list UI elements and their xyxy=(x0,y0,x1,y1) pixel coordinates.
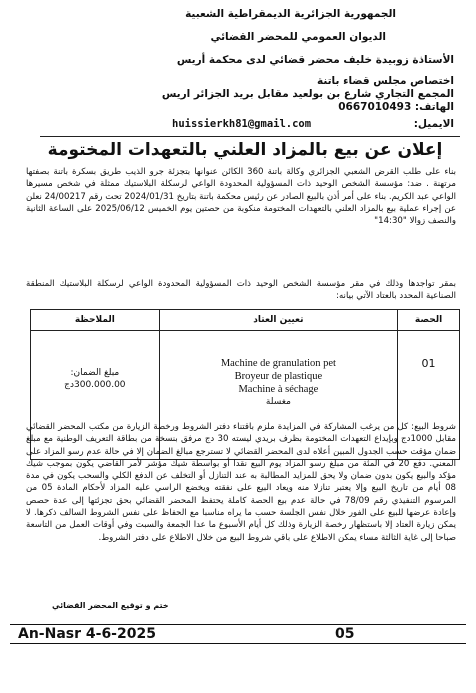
header-jurisdiction: اختصاص مجلس قضاء باتنة xyxy=(316,75,454,87)
header-republic: الجمهورية الجزائرية الديمقراطية الشعبية xyxy=(185,8,396,20)
header-bailiff: الأستاذة زوبيدة خليف محضر قضائي لدى محكمة أريس xyxy=(176,54,454,66)
lot-number-cell: 01 xyxy=(398,331,460,460)
notice-title: إعلان عن بيع بالمزاد العلني بالتعهدات المختومة xyxy=(47,140,443,160)
page-number: 05 xyxy=(335,626,355,642)
header-email-label: الايميل: xyxy=(413,118,454,130)
header-office: الديوان العمومي للمحضر القضائي xyxy=(210,31,386,43)
col-header-lot: الحصة xyxy=(398,310,460,331)
item-washer: مغسلة xyxy=(265,397,291,407)
item-granulation-machine: Machine de granulation pet xyxy=(220,358,336,369)
item-drying-machine: Machine à séchage xyxy=(238,384,319,395)
publication-name-date: An-Nasr 4-6-2025 xyxy=(18,626,156,642)
signature-line: ختم و توقيع المحضر القضائي xyxy=(52,601,169,610)
intro-paragraph: بناء على طلب القرض الشعبي الجزائري وكالة باتنة 360 الكائن عنوانها بتجزئة جرو الذيب طريق بسكرة باتنة بصفتها مرتهنة . ضد: مؤسسة الشخص الوحيد ذات المسؤولية المحدودة الواعي لرسكلة البلاستيك ممثلة في شخص مسيرها الواعي عبد الكريم. بناء على أمر أذن بالبيع الصادر عن رئيس محكمة باتنة بتاريخ 2024/01/31 تحت رقم 24/00217 نعلن عن إجراء عملية بيع بالمزاد العلني بالتعهدات المختومة منكوبة من حصتين يوم الخميس 2025/06/12 على الساعة الثانية والنصف زوالا "14:30" xyxy=(26,167,456,227)
sale-conditions: شروط البيع: كل من يرغب المشاركة في المزايدة ملزم باقتناء دفتر الشروط ورخصة الزيارة من مكتب المحضر القضائي مقابل 1000دج وبإيداع التعهدات المختومة بظرف بريدي ليسته 30 دج مرفق بنسخة من بطاقة التعريف الوطنية مع مبلغ ضمان مؤقت حسب الجدول المبين أعلاه لدى المحضر القضائي لا تسترجع مبالغ الضمان إلا في حالة عدم رسو المزاد على المعني. دفع 20 في المئة من مبلغ رسو المزاد يوم البيع نقدا أو بواسطة شيك مؤشر لأمر القاضي يكون بموجب شيك مؤكد والبيع يكون بدون ضمان ولا يحق للمزايد المطالبة به عند التنازل أو التخلف عن الدفع الكلي والسحب يكون في مدة 08 أيام من تاريخ البيع وإلا يعتبر تنازلا منه ويعاد البيع على نفقته ويخضع الراسي عليه المزاد لأحكام المادة 05 من المرسوم التنفيذي رقم 78/09 في حالة عدم بيع الحصة كاملة يحتفظ المحضر القضائي بحق تجزئتها إلى عدة حصص وإعادة عرضها للبيع على الفور خلال نفس الجلسة حسب ما يراه مناسبا مع الحفاظ على نفس الشروط السالف ذكرها. لا يمكن زيارة العتاد إلا باستظهار رخصة الزيارة وذلك كل أيام الأسبوع ما عدا الجمعة والسبت وفي أوقات العمل من التاسعة صباحا إلى غاية الثالثة مساء يمكن الاطلاع على باقي شروط البيع من خلال الاطلاع على دفتر الشروط. xyxy=(26,422,456,543)
guarantee-amount: 300.000.00دج xyxy=(64,380,126,390)
header-email: huissierkh81@gmail.com xyxy=(172,118,312,130)
header-divider xyxy=(40,136,460,137)
header-phone: الهاتف: 0667010493 xyxy=(338,101,454,113)
col-header-items: تعيين العتاد xyxy=(159,310,397,331)
intro-location: بمقر تواجدها وذلك في مقر مؤسسة الشخص الوحيد ذات المسؤولية المحدودة الواعي لرسكلة البلاستيك المنطقة الصناعية المحدد بالعتاد الآتي بيانه: xyxy=(26,279,456,302)
header-address: المجمع التجاري شارع بن بولعيد مقابل بريد الجزائر اريس xyxy=(161,88,454,100)
page-footer xyxy=(10,624,466,644)
item-plastic-crusher: Broyeur de plastique xyxy=(234,371,323,382)
col-header-note: الملاحظة xyxy=(31,310,160,331)
guarantee-label: مبلغ الضمان: xyxy=(70,368,120,378)
table-header-row xyxy=(31,310,460,331)
